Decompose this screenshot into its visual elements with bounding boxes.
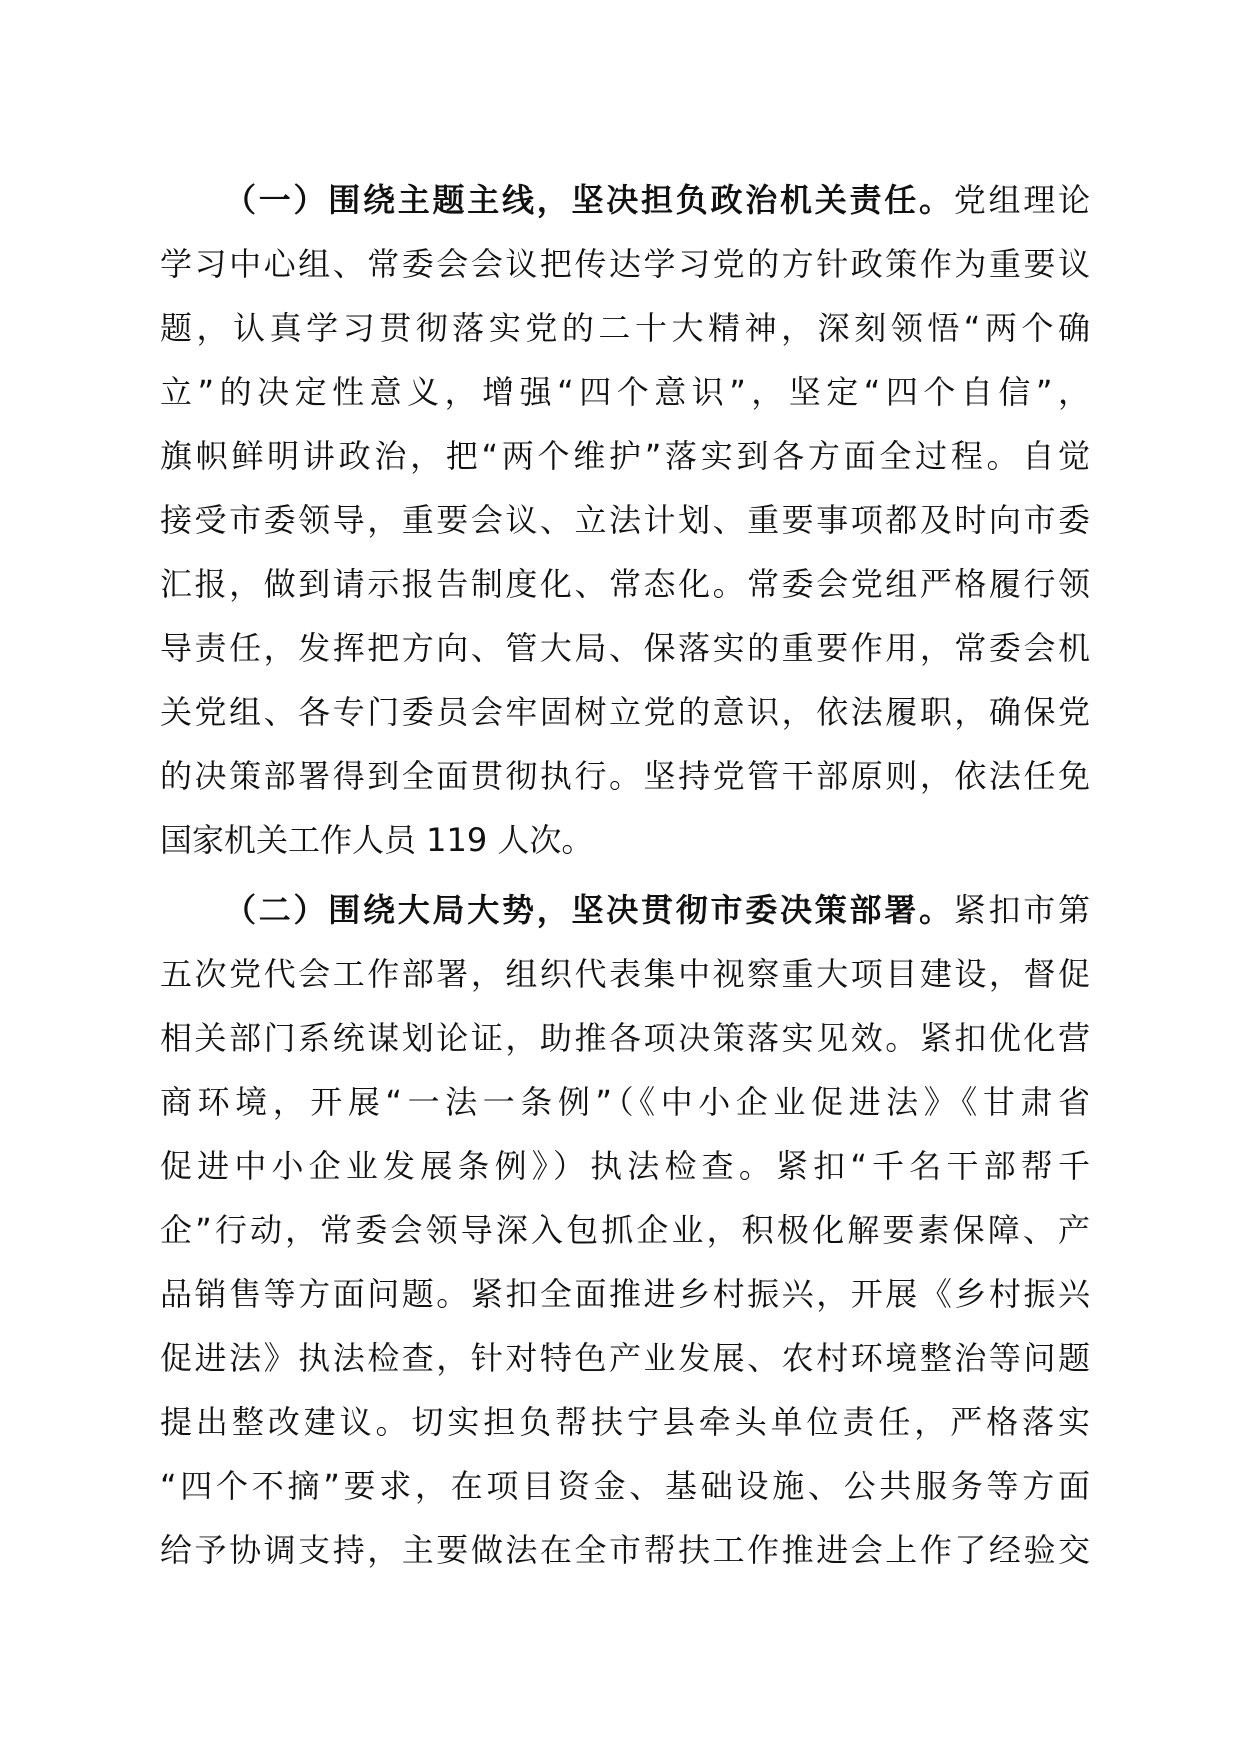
paragraph-line: 促进法》执法检查，针对特色产业发展、农村环境整治等问题 xyxy=(160,1339,1090,1377)
paragraph-line: 立”的决定性意义，增强“四个意识”，坚定“四个自信”， xyxy=(160,373,1090,411)
paragraph-section-2 xyxy=(160,878,1090,1582)
paragraph-last-line: 国家机关工作人员 119 人次。 xyxy=(160,821,594,859)
paragraph-text: 紧扣市第 xyxy=(953,891,1090,929)
paragraph-first-line xyxy=(160,878,1090,942)
paragraph-line: 企”行动，常委会领导深入包抓企业，积极化解要素保障、产 xyxy=(160,1211,1090,1249)
paragraph-line: 接受市委领导，重要会议、立法计划、重要事项都及时向市委 xyxy=(160,501,1090,539)
section-heading: （二）围绕大局大势，坚决贯彻市委决策部署。 xyxy=(224,891,954,929)
paragraph-line: 提出整改建议。切实担负帮扶宁县牵头单位责任，严格落实 xyxy=(160,1403,1090,1441)
paragraph-line: 题，认真学习贯彻落实党的二十大精神，深刻领悟“两个确 xyxy=(160,309,1090,347)
paragraph-line: 相关部门系统谋划论证，助推各项决策落实见效。紧扣优化营 xyxy=(160,1019,1090,1057)
paragraph-line: 给予协调支持，主要做法在全市帮扶工作推进会上作了经验交 xyxy=(160,1531,1090,1569)
paragraph-line: 促进中小企业发展条例》）执法检查。紧扣“千名干部帮千 xyxy=(160,1147,1090,1185)
paragraph-line: 学习中心组、常委会会议把传达学习党的方针政策作为重要议 xyxy=(160,245,1090,283)
paragraph-line: 商环境，开展“一法一条例”（《中小企业促进法》《甘肃省 xyxy=(160,1083,1090,1121)
paragraph-line: 关党组、各专门委员会牢固树立党的意识，依法履职，确保党 xyxy=(160,693,1090,731)
section-heading: （一）围绕主题主线，坚决担负政治机关责任。 xyxy=(224,181,954,219)
paragraph-line: 旗帜鲜明讲政治，把“两个维护”落实到各方面全过程。自觉 xyxy=(160,437,1090,475)
paragraph-line: 品销售等方面问题。紧扣全面推进乡村振兴，开展《乡村振兴 xyxy=(160,1275,1090,1313)
paragraph-text: 党组理论 xyxy=(953,181,1090,219)
paragraph-section-1 xyxy=(160,168,1090,872)
paragraph-line: “四个不摘”要求，在项目资金、基础设施、公共服务等方面 xyxy=(160,1467,1090,1505)
paragraph-line: 的决策部署得到全面贯彻执行。坚持党管干部原则，依法任免 xyxy=(160,757,1090,795)
paragraph-line: 五次党代会工作部署，组织代表集中视察重大项目建设，督促 xyxy=(160,955,1090,993)
paragraph-line: 导责任，发挥把方向、管大局、保落实的重要作用，常委会机 xyxy=(160,629,1090,667)
paragraph-line: 汇报，做到请示报告制度化、常态化。常委会党组严格履行领 xyxy=(160,565,1090,603)
paragraph-first-line xyxy=(160,168,1090,232)
